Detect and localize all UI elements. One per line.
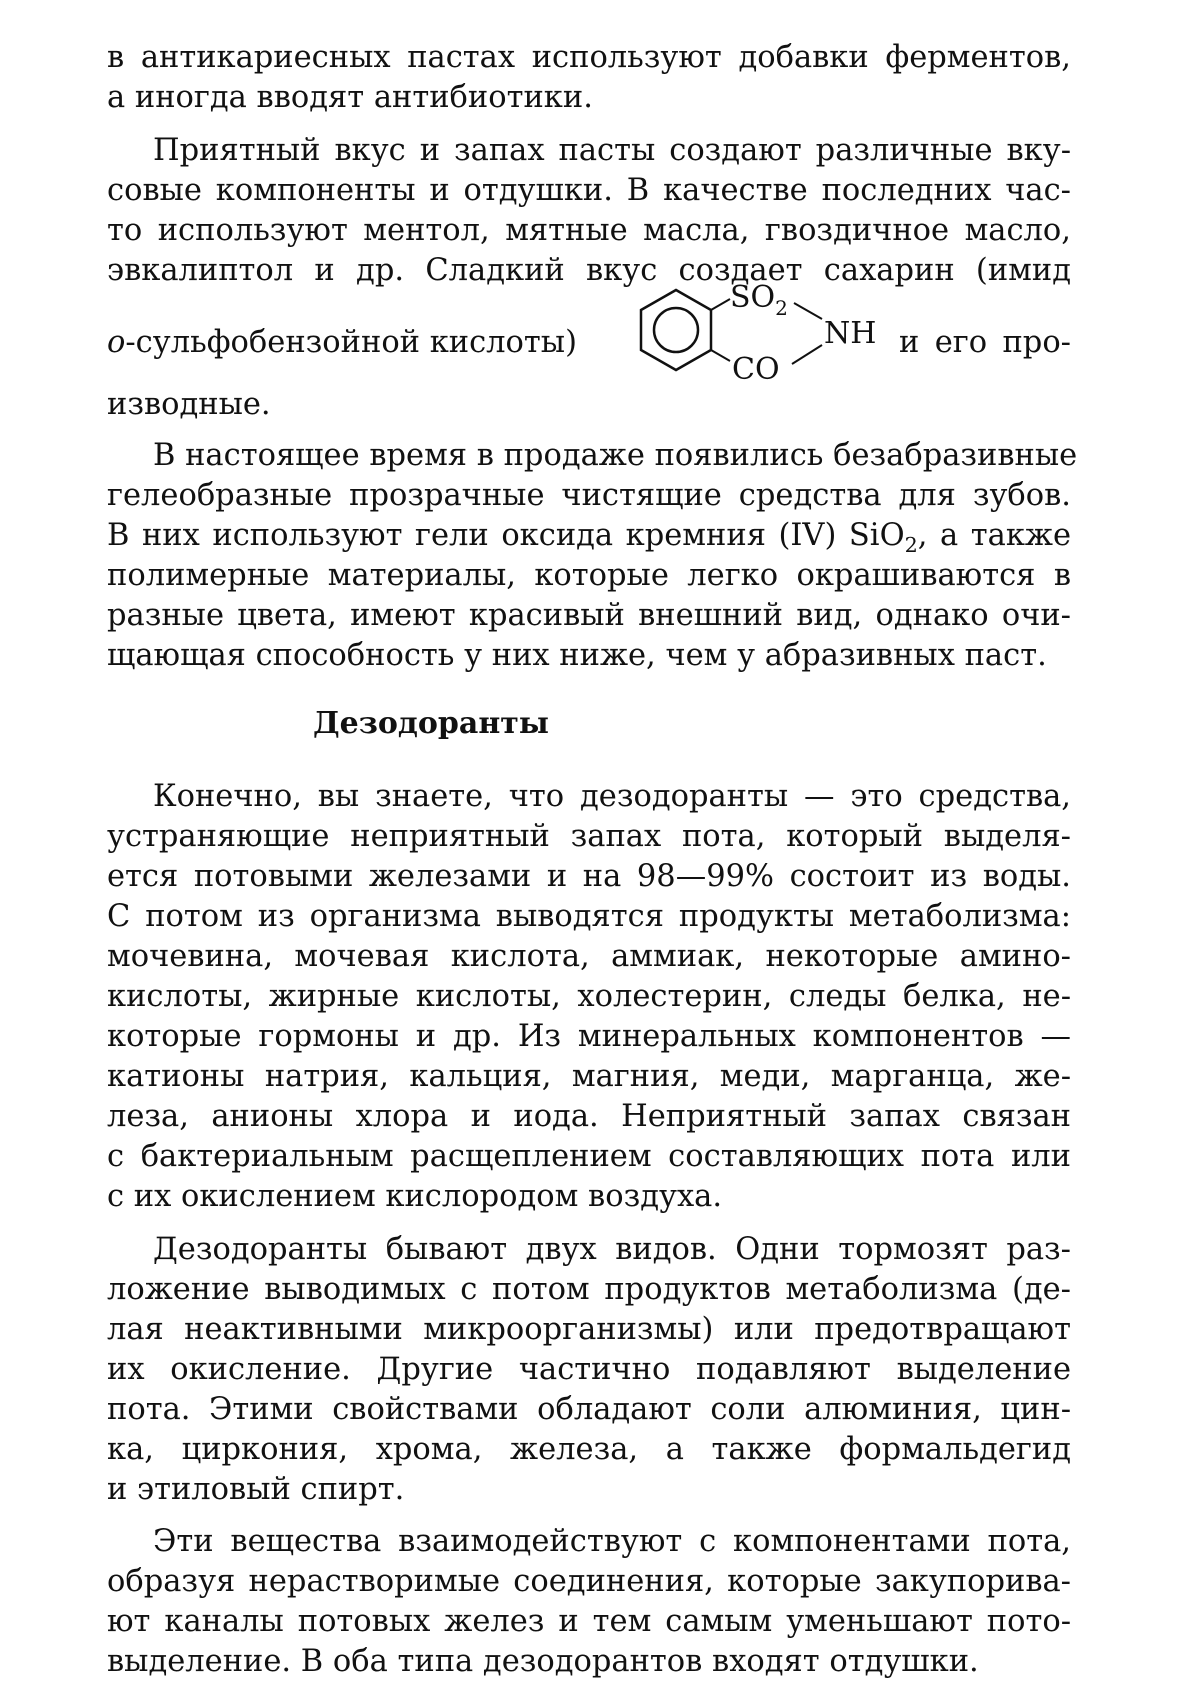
text-fragment: , а также bbox=[917, 518, 1071, 553]
text-line-with-formula bbox=[107, 516, 1071, 556]
text-line: Приятный вкус и запах пасты создают различные вку- bbox=[153, 133, 1071, 168]
text-line: а иногда вводят антибиотики. bbox=[107, 80, 593, 115]
text-line: и этиловый спирт. bbox=[107, 1472, 405, 1507]
text-line: ют каналы потовых желез и тем самым уменьшают пото- bbox=[107, 1604, 1071, 1639]
co-label: CO bbox=[732, 352, 780, 387]
text-line: изводные. bbox=[107, 387, 271, 422]
text-line: их окисление. Другие частично подавляют выделение bbox=[107, 1352, 1071, 1387]
text-line: ка, циркония, хрома, железа, а также формальдегид bbox=[107, 1432, 1071, 1467]
subscript: 2 bbox=[904, 533, 918, 558]
text-line: в антикариесных пастах используют добавки ферментов, bbox=[107, 40, 1071, 75]
text-line: Конечно, вы знаете, что дезодоранты — это средства, bbox=[153, 779, 1071, 814]
formula-line-suffix: и его про- bbox=[899, 325, 1071, 360]
bond-ring-co bbox=[711, 350, 730, 361]
text-line: то используют ментол, мятные масла, гвоздичное масло, bbox=[107, 213, 1071, 248]
text-line: кислоты, жирные кислоты, холестерин, следы белка, не- bbox=[107, 979, 1071, 1014]
text-line: совые компоненты и отдушки. В качестве последних час- bbox=[107, 173, 1071, 208]
text-line: ложение выводимых с потом продуктов метаболизма (де- bbox=[107, 1272, 1071, 1307]
bond-co-nh bbox=[792, 345, 822, 364]
text-line: Дезодоранты бывают двух видов. Одни тормозят раз- bbox=[153, 1232, 1071, 1267]
nh-label: NH bbox=[824, 316, 877, 351]
text-line: леза, анионы хлора и иода. Неприятный запах связан bbox=[107, 1099, 1071, 1134]
text-line: ется потовыми железами и на 98—99% состоит из воды. bbox=[107, 859, 1071, 894]
text-line: которые гормоны и др. Из минеральных компонентов — bbox=[107, 1019, 1071, 1054]
section-heading: Дезодоранты bbox=[313, 706, 549, 741]
aromatic-circle bbox=[654, 308, 698, 352]
text-fragment: В них используют гели оксида кремния (IV) SiO bbox=[107, 518, 905, 553]
text-line: выделение. В оба типа дезодорантов входят отдушки. bbox=[107, 1644, 979, 1679]
text-line: катионы натрия, кальция, магния, меди, марганца, же- bbox=[107, 1059, 1071, 1094]
so2-label: $SO_2$ bbox=[730, 280, 788, 320]
formula-line-prefix bbox=[107, 323, 587, 363]
text-line: лая неактивными микроорганизмы) или предотвращают bbox=[107, 1312, 1071, 1347]
text-line: эвкалиптол и др. Сладкий вкус создает сахарин (имид bbox=[107, 253, 1071, 288]
text-line: пота. Этими свойствами обладают соли алюминия, цин- bbox=[107, 1392, 1071, 1427]
text-line: С потом из организма выводятся продукты метаболизма: bbox=[107, 899, 1071, 934]
text-line: разные цвета, имеют красивый внешний вид, однако очи- bbox=[107, 598, 1071, 633]
text-line: Эти вещества взаимодействуют с компонентами пота, bbox=[153, 1524, 1071, 1559]
ortho-prefix: о bbox=[107, 325, 126, 360]
bond-so2-nh bbox=[794, 303, 822, 319]
text-line: щающая способность у них ниже, чем у абразивных паст. bbox=[107, 638, 1047, 673]
text-line: полимерные материалы, которые легко окрашиваются в bbox=[107, 558, 1071, 593]
text-line: с бактериальным расщеплением составляющих пота или bbox=[107, 1139, 1071, 1174]
acid-name: -сульфобензойной кислоты) bbox=[125, 325, 577, 360]
text-line: гелеобразные прозрачные чистящие средства для зубов. bbox=[107, 478, 1071, 513]
text-line: устраняющие неприятный запах пота, который выделя- bbox=[107, 819, 1071, 854]
bond-ring-so2 bbox=[711, 299, 730, 310]
text-line: мочевина, мочевая кислота, аммиак, некоторые амино- bbox=[107, 939, 1071, 974]
text-line: образуя нерастворимые соединения, которые закупорива- bbox=[107, 1564, 1071, 1599]
benzene-ring bbox=[641, 290, 711, 370]
text-line: с их окислением кислородом воздуха. bbox=[107, 1179, 723, 1214]
text-line: В настоящее время в продаже появились безабразивные bbox=[153, 438, 1078, 473]
